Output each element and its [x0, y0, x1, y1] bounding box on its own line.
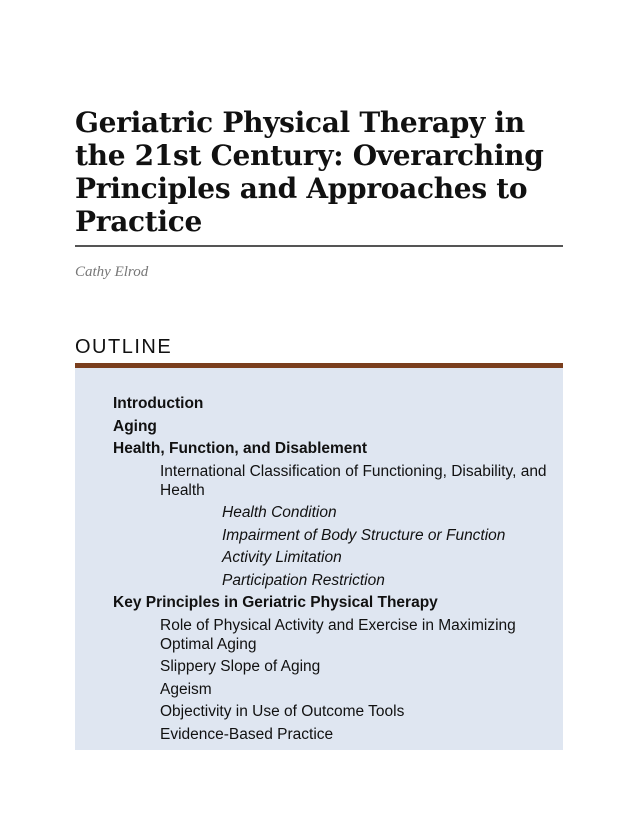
chapter-author: Cathy Elrod — [75, 264, 149, 280]
outline-item-level-3: Participation Restriction — [222, 571, 385, 589]
outline-item-level-3: Impairment of Body Structure or Function — [222, 526, 506, 544]
chapter-title: Geriatric Physical Therapy in the 21st Century: Overarching Principles and Approaches to Practice — [75, 106, 544, 238]
outline-item-level-3: Activity Limitation — [222, 549, 342, 566]
title-divider — [75, 245, 563, 247]
outline-heading: OUTLINE — [75, 336, 173, 358]
outline-item-level-1: Health, Function, and Disablement — [113, 440, 368, 457]
outline-list — [75, 394, 563, 747]
outline-item-level-2: International Classification of Functioning, Disability, and Health — [160, 462, 547, 499]
outline-item-level-2: Role of Physical Activity and Exercise in Maximizing Optimal Aging — [160, 616, 516, 653]
outline-item-level-2: Evidence-Based Practice — [160, 725, 334, 743]
outline-item-level-1: Key Principles in Geriatric Physical Therapy — [113, 594, 438, 611]
outline-item-level-1: Aging — [113, 417, 157, 435]
outline-item-level-2: Slippery Slope of Aging — [160, 658, 321, 675]
outline-box — [75, 368, 563, 750]
outline-item-level-2: Ageism — [160, 680, 212, 698]
outline-item-level-2: Objectivity in Use of Outcome Tools — [160, 703, 405, 720]
outline-item-level-3: Health Condition — [222, 504, 337, 521]
outline-item-level-1: Introduction — [113, 395, 204, 412]
